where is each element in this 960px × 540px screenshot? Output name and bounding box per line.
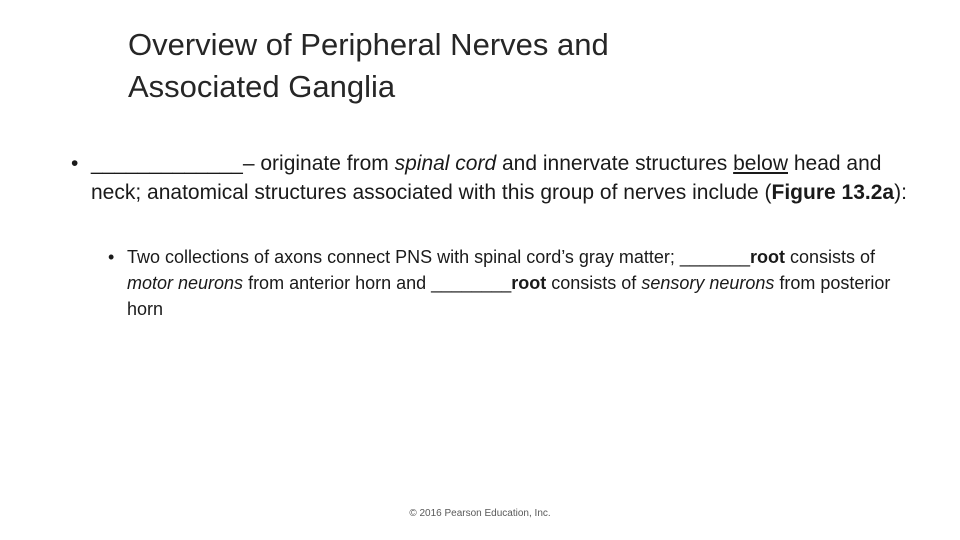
text-run-underline: below [733, 152, 788, 175]
text-run: from anterior horn and [243, 273, 432, 293]
fill-in-blank: _______ [679, 247, 750, 267]
bullet-level-1 [71, 149, 911, 207]
bullet-level-2 [108, 244, 908, 322]
text-run: from posterior horn [127, 273, 891, 319]
text-run: head and neck; anatomical structures associated with this group of nerves include ( [91, 152, 882, 204]
fill-in-blank: _____________ [91, 152, 243, 175]
title-line-2: Associated Ganglia [128, 69, 396, 104]
title-line-1: Overview of Peripheral Nerves and [128, 27, 609, 62]
text-run: ): [894, 181, 907, 204]
text-run: and innervate structures [496, 152, 734, 175]
bullet-dot-icon: • [71, 152, 79, 175]
text-run-italic: sensory neurons [641, 273, 775, 293]
text-run-italic: spinal cord [394, 152, 497, 175]
text-run: – originate from [242, 152, 395, 175]
bullet-dot-icon: • [108, 247, 115, 267]
text-run: consists of [546, 273, 642, 293]
bullet-level-1-text [91, 149, 911, 207]
text-run-bold: root [511, 273, 547, 293]
figure-reference: Figure 13.2a [771, 181, 895, 204]
fill-in-blank: ________ [431, 273, 512, 293]
text-run: Two collections of axons connect PNS with spinal cord’s gray matter; [127, 247, 680, 267]
slide-title [128, 24, 848, 108]
copyright-footer: © 2016 Pearson Education, Inc. [409, 508, 551, 519]
bullet-level-2-text [127, 244, 908, 322]
text-run-bold: root [750, 247, 785, 267]
text-run: consists of [785, 247, 876, 267]
text-run-italic: motor neurons [127, 273, 244, 293]
